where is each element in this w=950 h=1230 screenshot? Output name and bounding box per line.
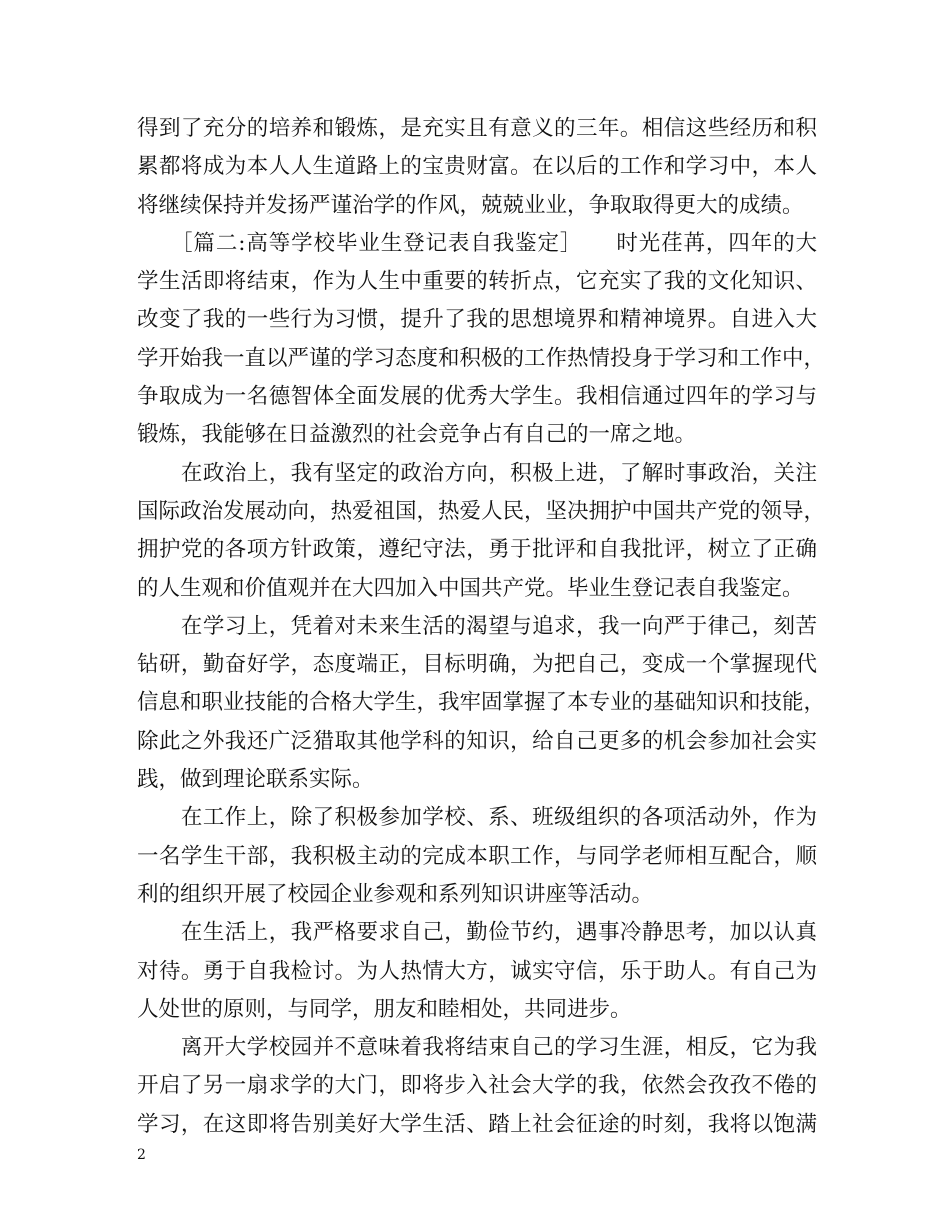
text-line: 除此之外我还广泛猎取其他学科的知识，给自己更多的机会参加社会实 xyxy=(137,728,817,754)
text-line: 学生活即将结束，作为人生中重要的转折点，它充实了我的文化知识、 xyxy=(137,269,817,295)
text-line: 得到了充分的培养和锻炼，是充实且有意义的三年。相信这些经历和积 xyxy=(137,116,817,141)
text-line: ［篇二:高等学校毕业生登记表自我鉴定］ 时光荏苒，四年的大 xyxy=(137,230,817,256)
text-line: 钻研，勤奋好学，态度端正，目标明确，为把自己，变成一个掌握现代 xyxy=(137,652,817,678)
text-line: 将继续保持并发扬严谨治学的作风，兢兢业业，争取取得更大的成绩。 xyxy=(137,192,804,218)
text-line: 国际政治发展动向，热爱祖国，热爱人民，坚决拥护中国共产党的领导， xyxy=(137,498,826,524)
text-line: 学习，在这即将告别美好大学生活、踏上社会征途的时刻，我将以饱满 xyxy=(137,1111,817,1137)
document-body xyxy=(137,110,826,1144)
text-line: 拥护党的各项方针政策，遵纪守法，勇于批评和自我批评，树立了正确 xyxy=(137,537,817,563)
text-line: 改变了我的一些行为习惯，提升了我的思想境界和精神境界。自进入大 xyxy=(137,307,817,333)
text-line: 离开大学校园并不意味着我将结束自己的学习生涯，相反，它为我 xyxy=(137,1035,817,1061)
text-line: 利的组织开展了校园企业参观和系列知识讲座等活动。 xyxy=(137,881,654,907)
page-number: 2 xyxy=(137,1147,146,1163)
text-line: 践，做到理论联系实际。 xyxy=(137,767,374,793)
text-line: 累都将成为本人人生道路上的宝贵财富。在以后的工作和学习中，本人 xyxy=(137,154,817,180)
text-line: 锻炼，我能够在日益激烈的社会竞争占有自己的一席之地。 xyxy=(137,422,697,448)
text-line: 信息和职业技能的合格大学生，我牢固掌握了本专业的基础知识和技能， xyxy=(137,690,826,716)
text-line: 在生活上，我严格要求自己，勤俭节约，遇事冷静思考，加以认真 xyxy=(137,920,817,946)
text-line: 开启了另一扇求学的大门，即将步入社会大学的我，依然会孜孜不倦的 xyxy=(137,1073,817,1099)
text-line: 在政治上，我有坚定的政治方向，积极上进，了解时事政治，关注 xyxy=(137,460,817,486)
text-line: 在学习上，凭着对未来生活的渴望与追求，我一向严于律己，刻苦 xyxy=(137,613,817,639)
text-line: 争取成为一名德智体全面发展的优秀大学生。我相信通过四年的学习与 xyxy=(137,384,817,410)
text-line: 人处世的原则，与同学，朋友和睦相处，共同进步。 xyxy=(137,996,632,1022)
text-line: 在工作上，除了积极参加学校、系、班级组织的各项活动外，作为 xyxy=(137,805,817,831)
text-line: 对待。勇于自我检讨。为人热情大方，诚实守信，乐于助人。有自己为 xyxy=(137,958,817,984)
text-line: 的人生观和价值观并在大四加入中国共产党。毕业生登记表自我鉴定。 xyxy=(137,575,804,601)
text-line: 一名学生干部，我积极主动的完成本职工作，与同学老师相互配合，顺 xyxy=(137,843,817,869)
text-line: 学开始我一直以严谨的学习态度和积极的工作热情投身于学习和工作中， xyxy=(137,345,826,371)
